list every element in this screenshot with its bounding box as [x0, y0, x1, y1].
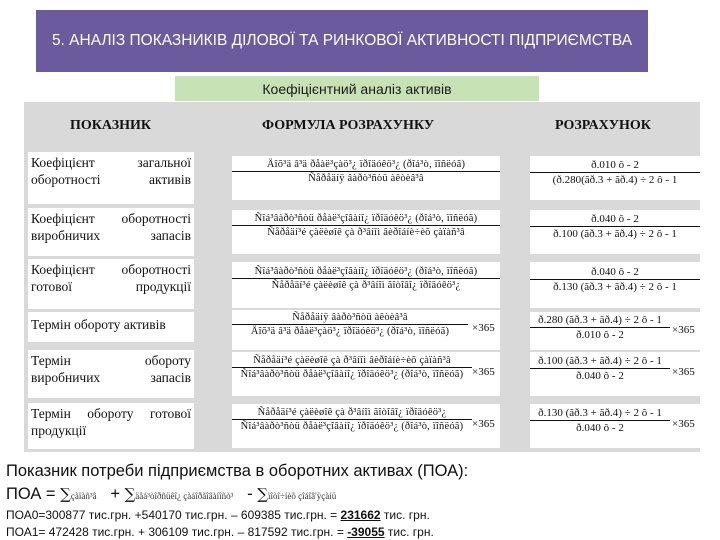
calculation-cell: [530, 352, 700, 396]
poa0-unit: тис. грн.: [380, 508, 430, 522]
formula-numerator: Ñåðåäí³é çàëèøîê çà ð³âíîì âèðîáíè÷èõ çàïàñ³â: [253, 355, 451, 366]
formula-cell: [232, 262, 500, 308]
calculation-cell: [530, 312, 700, 350]
sum-symbol: ∑: [60, 485, 71, 503]
sum-term-inventory: çàïàñ³â: [70, 491, 97, 501]
calc-denominator: ð.010 ô - 2: [576, 329, 624, 341]
sum-term-receivables: äåá³òîðñüêî¿ çàáîðãîâàíîñò³: [135, 491, 234, 501]
calc-numerator: ð.100 (ãð.3 + ãð.4) ÷ 2 ô - 1: [538, 355, 662, 367]
calc-denominator: ð.040 ô - 2: [576, 422, 624, 434]
sum-symbol: ∑: [257, 485, 268, 503]
formula-cell: [232, 404, 500, 448]
calc-denominator: ð.130 (ãð.3 + ãð.4) ÷ 2 ô - 1: [553, 281, 677, 293]
formula-denominator: Ñåðåäíÿ âàðò³ñòü àêòèâ³â: [308, 173, 424, 184]
formula-denominator: Äîõ³ä â³ä ðåàë³çàö³¿ ïðîäóêö³¿ (ðîá³ò, ïîñëóã): [250, 326, 450, 337]
header-indicator: ПОКАЗНИК: [70, 118, 152, 133]
formula-cell: [232, 310, 500, 350]
poa1-calculation: [6, 525, 434, 539]
formula-cell: [232, 156, 500, 200]
multiplier: ×365: [472, 322, 495, 334]
header-calculation: РОЗРАХУНОК: [555, 118, 651, 133]
slide-subtitle-text: Коефіцієнтний аналіз активів: [262, 80, 452, 97]
multiplier: ×365: [672, 324, 695, 336]
row-label-asset-turnover-period: Термін обороту активів: [28, 312, 194, 342]
calculation-cell: [530, 156, 700, 200]
minus-sign: -: [247, 485, 253, 503]
calc-numerator: ð.040 ô - 2: [591, 213, 639, 225]
poa1-result: -39055: [347, 525, 385, 539]
calc-denominator: ð.100 (ãð.3 + ãð.4) ÷ 2 ô - 1: [553, 228, 677, 240]
calc-denominator: (ð.280(ãð.3 + ãð.4) ÷ 2 ô - 1: [552, 174, 678, 186]
calc-numerator: ð.280 (ãð.3 + ãð.4) ÷ 2 ô - 1: [538, 314, 662, 326]
calculation-cell: [530, 262, 700, 308]
formula-numerator: Ñåðåäíÿ âàðò³ñòü àêòèâ³â: [292, 312, 408, 323]
calc-numerator: ð.010 ô - 2: [591, 159, 639, 171]
poa-lhs: ПОА =: [6, 485, 56, 503]
calculation-cell: [530, 404, 700, 448]
slide-title: [36, 10, 648, 72]
calc-denominator: ð.040 ô - 2: [576, 370, 624, 382]
multiplier: ×365: [672, 418, 695, 430]
formula-denominator: Ñîá³âàðò³ñòü ðåàë³çîâàíî¿ ïðîäóêö³¿ (ðîá³ò, ïîñëóã): [240, 421, 464, 432]
poa-formula: [6, 485, 336, 504]
multiplier: ×365: [472, 418, 495, 430]
slide-subtitle: [175, 76, 539, 101]
multiplier: ×365: [472, 366, 495, 378]
slide-title-text: 5. АНАЛІЗ ПОКАЗНИКІВ ДІЛОВОЇ ТА РИНКОВОЇ АКТИВНОСТІ ПІДПРИЄМСТВА: [51, 32, 633, 49]
formula-denominator: Ñåðåäí³é çàëèøîê çà ð³âíîì âèðîáíè÷èõ çàïàñ³â: [267, 227, 465, 238]
poa-heading: Показник потреби підприємства в оборотних активах (ПОА):: [6, 462, 469, 480]
poa0-calculation: [6, 508, 430, 522]
row-label-finished-goods-turnover: Коефіцієнт оборотності готової продукції: [28, 259, 194, 309]
calc-numerator: ð.130 (ãð.3 + ãð.4) ÷ 2 ô - 1: [538, 407, 662, 419]
row-label-finished-goods-turnover-period: Термін обороту готової продукції: [28, 403, 194, 449]
formula-cell: [232, 210, 500, 254]
formula-numerator: Äîõ³ä â³ä ðåàë³çàö³¿ ïðîäóêö³¿ (ðîá³ò, ïîñëóã): [266, 159, 466, 170]
calc-numerator: ð.040 ô - 2: [591, 266, 639, 278]
row-label-inventory-turnover-period: Термін обороту виробничих запасів: [28, 350, 194, 398]
sum-symbol: ∑: [124, 485, 136, 503]
formula-cell: [232, 352, 500, 396]
formula-denominator: Ñîá³âàðò³ñòü ðåàë³çîâàíî¿ ïðîäóêö³¿ (ðîá³ò, ïîñëóã): [240, 369, 464, 380]
plus-sign: +: [110, 485, 120, 503]
header-formula: ФОРМУЛА РОЗРАХУНКУ: [262, 118, 435, 133]
formula-numerator: Ñåðåäí³é çàëèøîê çà ð³âíîì ãîòîâî¿ ïðîäóêö³¿: [257, 407, 447, 418]
sum-term-liabilities: ïîòî÷íèõ çîáîâ'ÿçàíü: [267, 491, 337, 501]
multiplier: ×365: [672, 366, 695, 378]
poa0-expression: ПОА0=300877 тис.грн. +540170 тис.грн. – 609385 тис.грн. =: [6, 508, 341, 522]
formula-denominator: Ñåðåäí³é çàëèøîê çà ð³âíîì ãîòîâî¿ ïðîäóêö³¿: [271, 280, 461, 291]
poa1-unit: тис. грн.: [384, 525, 434, 539]
row-label-inventory-turnover: Коефіцієнт оборотності виробничих запасів: [28, 208, 194, 256]
row-label-total-asset-turnover: Коефіцієнт загальної оборотності активів: [28, 152, 194, 204]
poa0-result: 231662: [340, 508, 381, 522]
poa1-expression: ПОА1= 472428 тис.грн. + 306109 тис.грн. – 817592 тис.грн. =: [6, 525, 348, 539]
formula-numerator: Ñîá³âàðò³ñòü ðåàë³çîâàíî¿ ïðîäóêö³¿ (ðîá³ò, ïîñëóã): [254, 266, 478, 277]
calculation-cell: [530, 210, 700, 254]
formula-numerator: Ñîá³âàðò³ñòü ðåàë³çîâàíî¿ ïðîäóêö³¿ (ðîá³ò, ïîñëóã): [254, 213, 478, 224]
